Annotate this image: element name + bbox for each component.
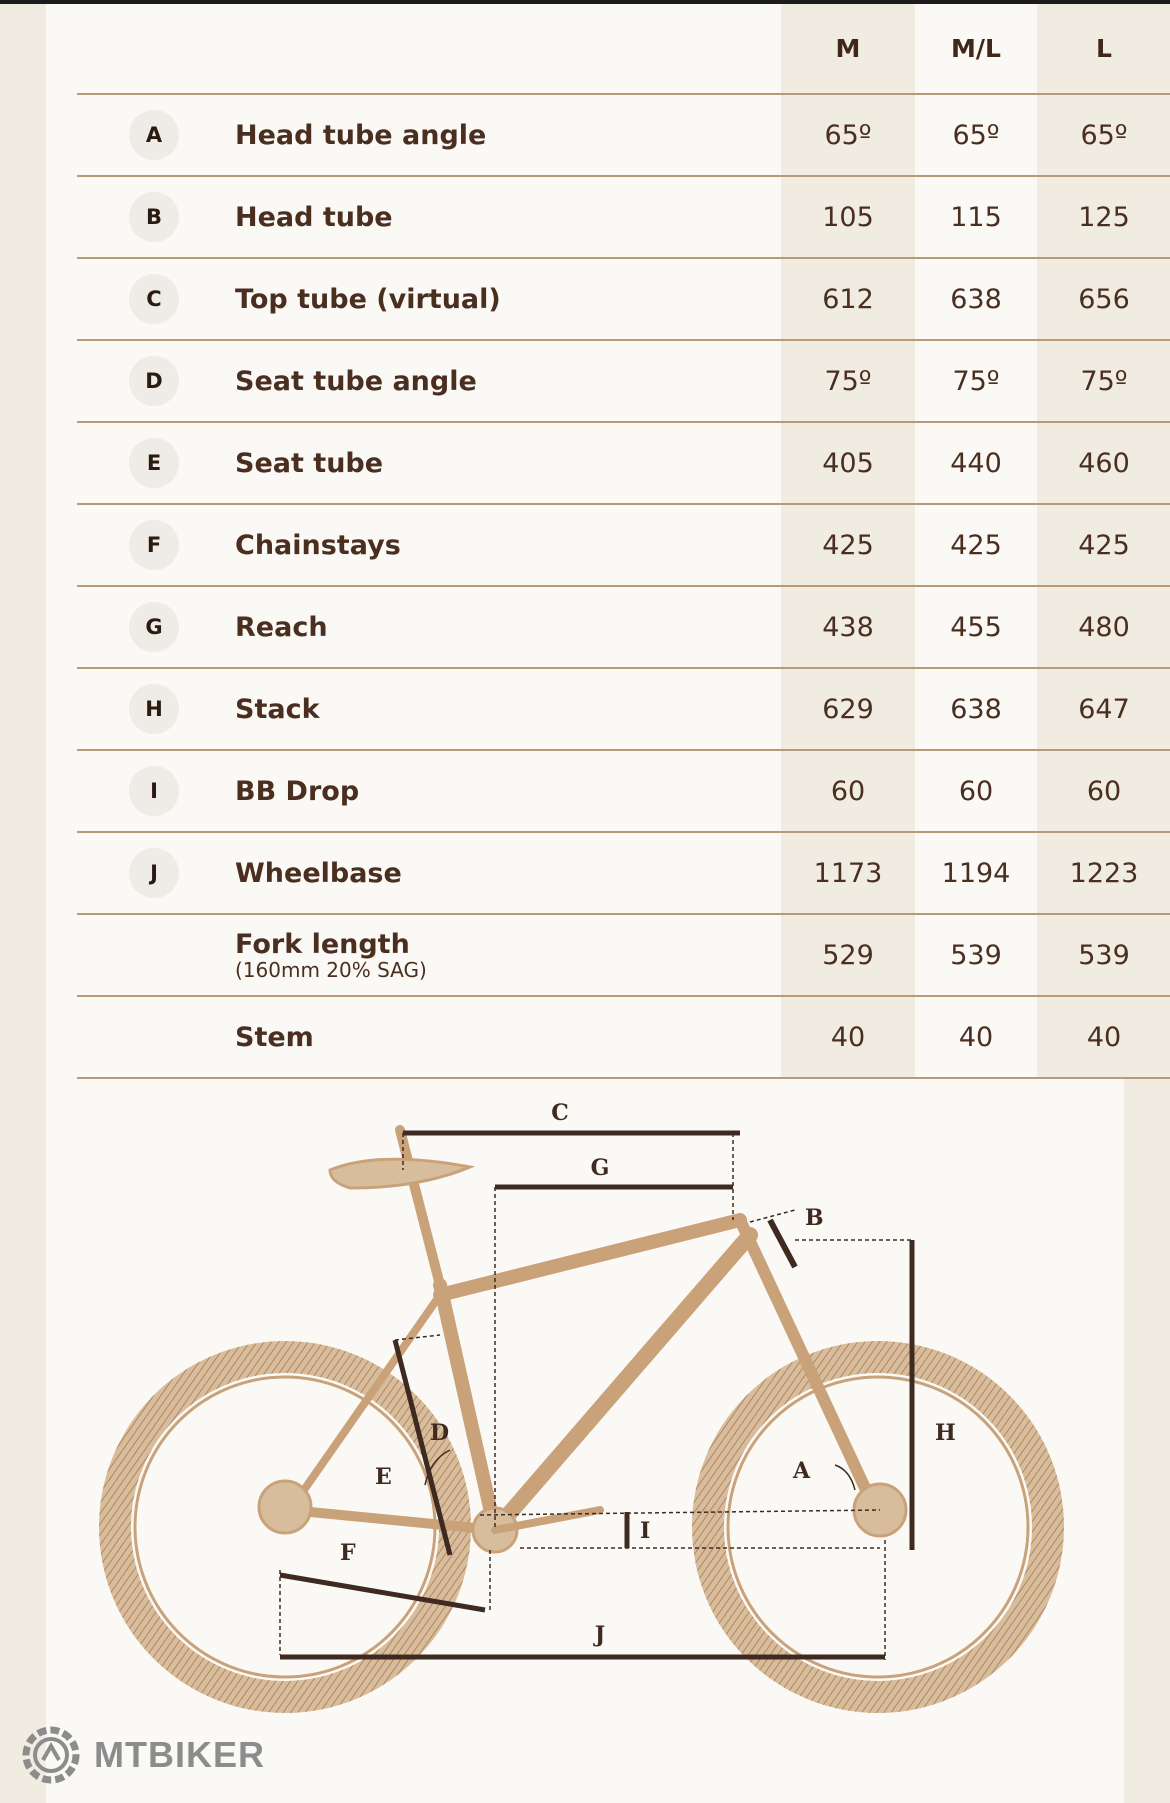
- value-l: 75º: [1037, 340, 1170, 422]
- value-ml: 455: [915, 586, 1037, 668]
- value-m: 1173: [781, 832, 915, 914]
- table-row: [77, 668, 1170, 750]
- row-label: Seat tube angle: [235, 365, 477, 397]
- row-letter-badge: G: [129, 602, 179, 652]
- row-letter-badge: F: [129, 520, 179, 570]
- row-label: Wheelbase: [235, 857, 402, 889]
- row-label: Stack: [235, 693, 320, 725]
- value-l: 1223: [1037, 832, 1170, 914]
- value-m: 425: [781, 504, 915, 586]
- diagram-label-d: D: [430, 1420, 450, 1446]
- table-row: [77, 258, 1170, 340]
- diagram-label-a: A: [793, 1458, 811, 1484]
- table-row: [77, 176, 1170, 258]
- value-m: 105: [781, 176, 915, 258]
- diagram-label-j: J: [594, 1622, 606, 1648]
- row-sublabel: (160mm 20% SAG): [235, 957, 427, 982]
- value-m: 629: [781, 668, 915, 750]
- size-header-l: L: [1037, 4, 1170, 94]
- row-letter-badge: H: [129, 684, 179, 734]
- value-m: 40: [781, 996, 915, 1078]
- mtbiker-watermark: [18, 1722, 265, 1788]
- value-l: 125: [1037, 176, 1170, 258]
- size-header-ml: M/L: [915, 4, 1037, 94]
- value-l: 656: [1037, 258, 1170, 340]
- diagram-label-g: G: [590, 1155, 610, 1181]
- row-label: Stem: [235, 1021, 314, 1053]
- value-ml: 1194: [915, 832, 1037, 914]
- row-letter-badge: B: [129, 192, 179, 242]
- diagram-label-c: C: [551, 1100, 569, 1126]
- table-row: [77, 914, 1170, 996]
- table-row: [77, 586, 1170, 668]
- row-letter-badge: C: [129, 274, 179, 324]
- value-ml: 40: [915, 996, 1037, 1078]
- value-ml: 115: [915, 176, 1037, 258]
- diagram-label-e: E: [375, 1464, 392, 1490]
- bike-geometry-diagram: [0, 1070, 1170, 1750]
- value-ml: 539: [915, 914, 1037, 996]
- value-l: 539: [1037, 914, 1170, 996]
- value-l: 460: [1037, 422, 1170, 504]
- mtbiker-logo-icon: [18, 1722, 84, 1788]
- value-m: 75º: [781, 340, 915, 422]
- geometry-table: [77, 4, 1170, 1079]
- value-m: 405: [781, 422, 915, 504]
- row-label: BB Drop: [235, 775, 360, 807]
- table-row: [77, 750, 1170, 832]
- table-row: [77, 832, 1170, 914]
- diagram-label-b: B: [805, 1205, 824, 1231]
- value-ml: 65º: [915, 94, 1037, 176]
- row-letter-badge: A: [129, 110, 179, 160]
- value-l: 65º: [1037, 94, 1170, 176]
- value-m: 65º: [781, 94, 915, 176]
- value-l: 480: [1037, 586, 1170, 668]
- size-header-m: M: [781, 4, 915, 94]
- value-m: 60: [781, 750, 915, 832]
- bike-frame: [259, 1130, 906, 1552]
- value-m: 612: [781, 258, 915, 340]
- table-row: [77, 94, 1170, 176]
- row-label: Head tube angle: [235, 119, 487, 151]
- value-ml: 638: [915, 258, 1037, 340]
- value-ml: 425: [915, 504, 1037, 586]
- value-ml: 75º: [915, 340, 1037, 422]
- row-letter-badge: D: [129, 356, 179, 406]
- value-l: 40: [1037, 996, 1170, 1078]
- table-row: [77, 996, 1170, 1078]
- table-row: [77, 340, 1170, 422]
- diagram-label-h: H: [935, 1420, 956, 1446]
- value-m: 438: [781, 586, 915, 668]
- value-ml: 60: [915, 750, 1037, 832]
- value-l: 60: [1037, 750, 1170, 832]
- value-ml: 440: [915, 422, 1037, 504]
- watermark-text: MTBIKER: [94, 1734, 265, 1775]
- table-header-row: [77, 4, 1170, 94]
- row-label: Seat tube: [235, 447, 384, 479]
- value-ml: 638: [915, 668, 1037, 750]
- row-label: Reach: [235, 611, 328, 643]
- row-label: Head tube: [235, 201, 393, 233]
- value-l: 425: [1037, 504, 1170, 586]
- row-label: Top tube (virtual): [235, 283, 501, 315]
- row-letter-badge: E: [129, 438, 179, 488]
- table-row: [77, 422, 1170, 504]
- diagram-label-f: F: [340, 1540, 356, 1566]
- row-letter-badge: J: [129, 848, 179, 898]
- row-label: Fork length: [235, 928, 410, 960]
- diagram-label-i: I: [640, 1518, 651, 1544]
- row-letter-badge: I: [129, 766, 179, 816]
- value-m: 529: [781, 914, 915, 996]
- value-l: 647: [1037, 668, 1170, 750]
- table-row: [77, 504, 1170, 586]
- row-label: Chainstays: [235, 529, 401, 561]
